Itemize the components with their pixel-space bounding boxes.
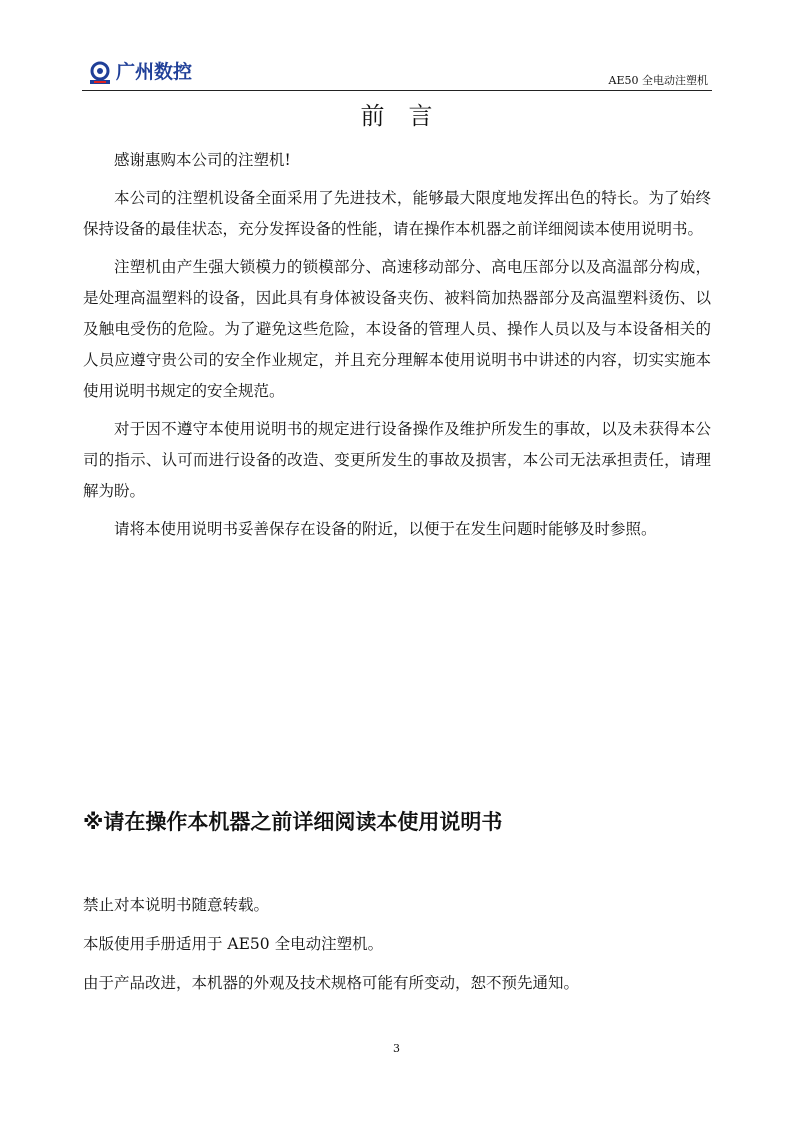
- note-item: 由于产品改进，本机器的外观及技术规格可能有所变动，恕不预先通知。: [83, 974, 580, 992]
- note-item: 禁止对本说明书随意转载。: [83, 896, 270, 914]
- page-header: [82, 58, 712, 91]
- paragraph: 感谢惠购本公司的注塑机!: [114, 151, 291, 169]
- paragraph: 请将本使用说明书妥善保存在设备的附近，以便于在发生问题时能够及时参照。: [114, 520, 657, 538]
- paragraph: 对于因不遵守本使用说明书的规定进行设备操作及维护所发生的事故，以及未获得本公司的指示、认可而进行设备的改造、变更所发生的事故及损害，本公司无法承担责任，请理解为盼。: [83, 420, 711, 500]
- paragraph: 注塑机由产生强大锁模力的锁模部分、高速移动部分、高电压部分以及高温部分构成，是处理高温塑料的设备，因此具有身体被设备夹伤、被料筒加热器部分及高温塑料烫伤、以及触电受伤的危险。为了避免这些危险，本设备的管理人员、操作人员以及与本设备相关的人员应遵守贵公司的安全作业规定，并且充分理解本使用说明书中讲述的内容，切实实施本使用说明书规定的安全规范。: [83, 258, 711, 400]
- page-number: 3: [393, 1042, 400, 1055]
- company-logo: [88, 60, 228, 88]
- note-item: 本版使用手册适用于 AE50 全电动注塑机。: [83, 935, 384, 953]
- preface-body: [83, 145, 711, 552]
- logo-text: 广州数控: [116, 61, 193, 83]
- page-title: 前 言: [360, 102, 433, 130]
- gsk-logo-icon: [88, 60, 114, 86]
- warning-heading: ※请在操作本机器之前详细阅读本使用说明书: [83, 810, 503, 834]
- paragraph: 本公司的注塑机设备全面采用了先进技术，能够最大限度地发挥出色的特长。为了始终保持设备的最佳状态，充分发挥设备的性能，请在操作本机器之前详细阅读本使用说明书。: [83, 189, 711, 238]
- header-product-title: AE50 全电动注塑机: [608, 74, 708, 87]
- notes-list: [83, 890, 713, 1007]
